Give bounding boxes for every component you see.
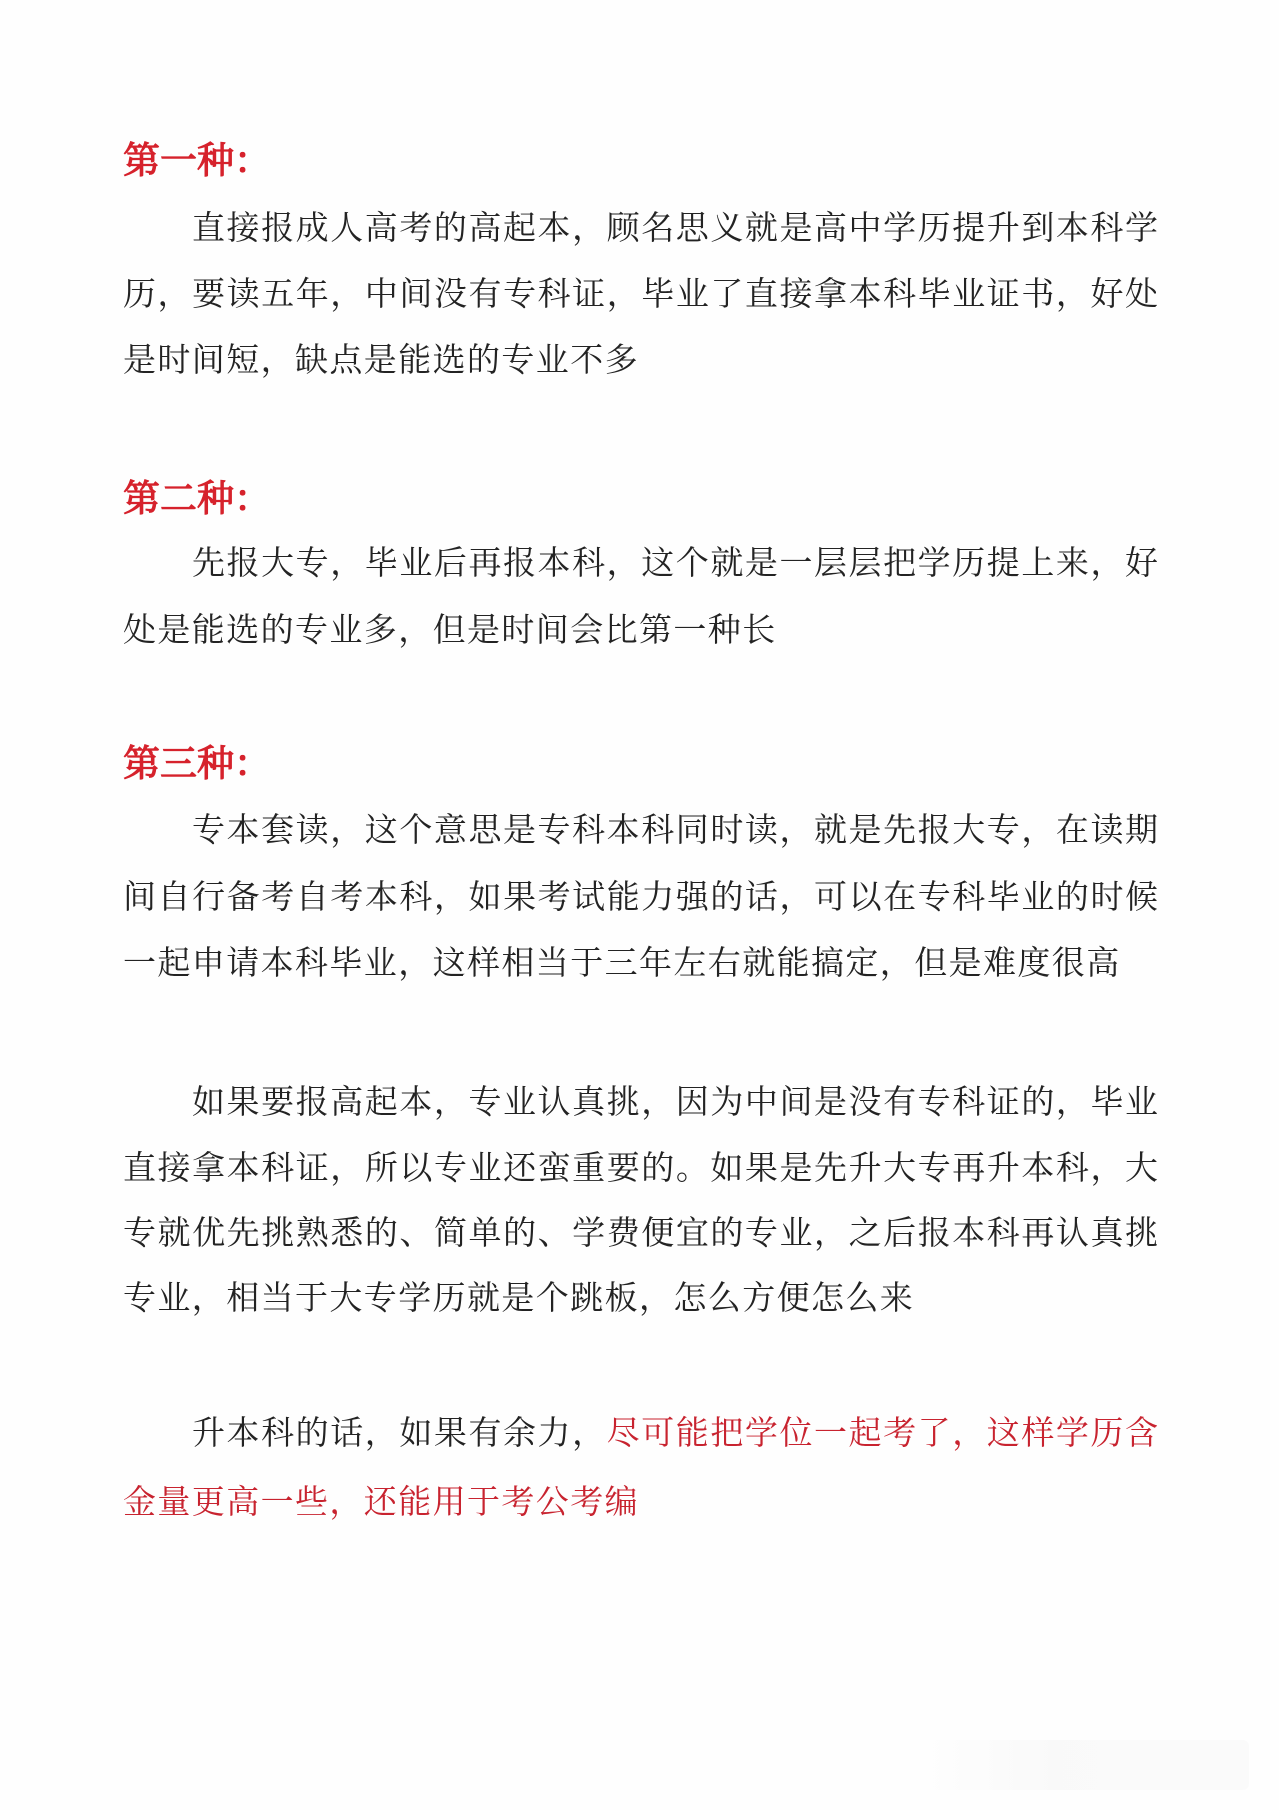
section-heading-1: 第一种： [123, 138, 271, 182]
section-2-line-2: 处是能选的专业多，但是时间会比第一种长 [123, 610, 777, 649]
section-2-line-1: 先报大专，毕业后再报本科，这个就是一层层把学历提上来，好 [192, 543, 1158, 582]
section-3-line-3: 一起申请本科毕业，这样相当于三年左右就能搞定，但是难度很高 [123, 943, 1121, 982]
advice-line-4: 专业，相当于大专学历就是个跳板，怎么方便怎么来 [123, 1278, 915, 1317]
section-3-line-1: 专本套读，这个意思是专科本科同时读，就是先报大专，在读期 [192, 810, 1158, 849]
section-1-line-2: 历，要读五年，中间没有专科证，毕业了直接拿本科毕业证书，好处 [123, 274, 1158, 313]
closing-plain-text: 升本科的话，如果有余力， [192, 1413, 607, 1452]
advice-line-2: 直接拿本科证，所以专业还蛮重要的。如果是先升大专再升本科，大 [123, 1148, 1158, 1187]
closing-highlight-text-2: 金量更高一些，还能用于考公考编 [123, 1482, 639, 1521]
section-3-line-2: 间自行备考自考本科，如果考试能力强的话，可以在专科毕业的时候 [123, 877, 1158, 916]
faint-watermark [919, 1740, 1249, 1790]
section-1-line-1: 直接报成人高考的高起本，顾名思义就是高中学历提升到本科学 [192, 208, 1158, 247]
closing-highlight-text-1: 尽可能把学位一起考了，这样学历含 [606, 1413, 1159, 1452]
section-1-line-3: 是时间短，缺点是能选的专业不多 [123, 340, 639, 379]
advice-line-3: 专就优先挑熟悉的、简单的、学费便宜的专业，之后报本科再认真挑 [123, 1213, 1158, 1252]
advice-line-1: 如果要报高起本，专业认真挑，因为中间是没有专科证的，毕业 [192, 1082, 1158, 1121]
closing-line-1 [192, 1413, 1158, 1453]
section-heading-2: 第二种： [123, 476, 271, 520]
section-heading-3: 第三种： [123, 741, 271, 785]
